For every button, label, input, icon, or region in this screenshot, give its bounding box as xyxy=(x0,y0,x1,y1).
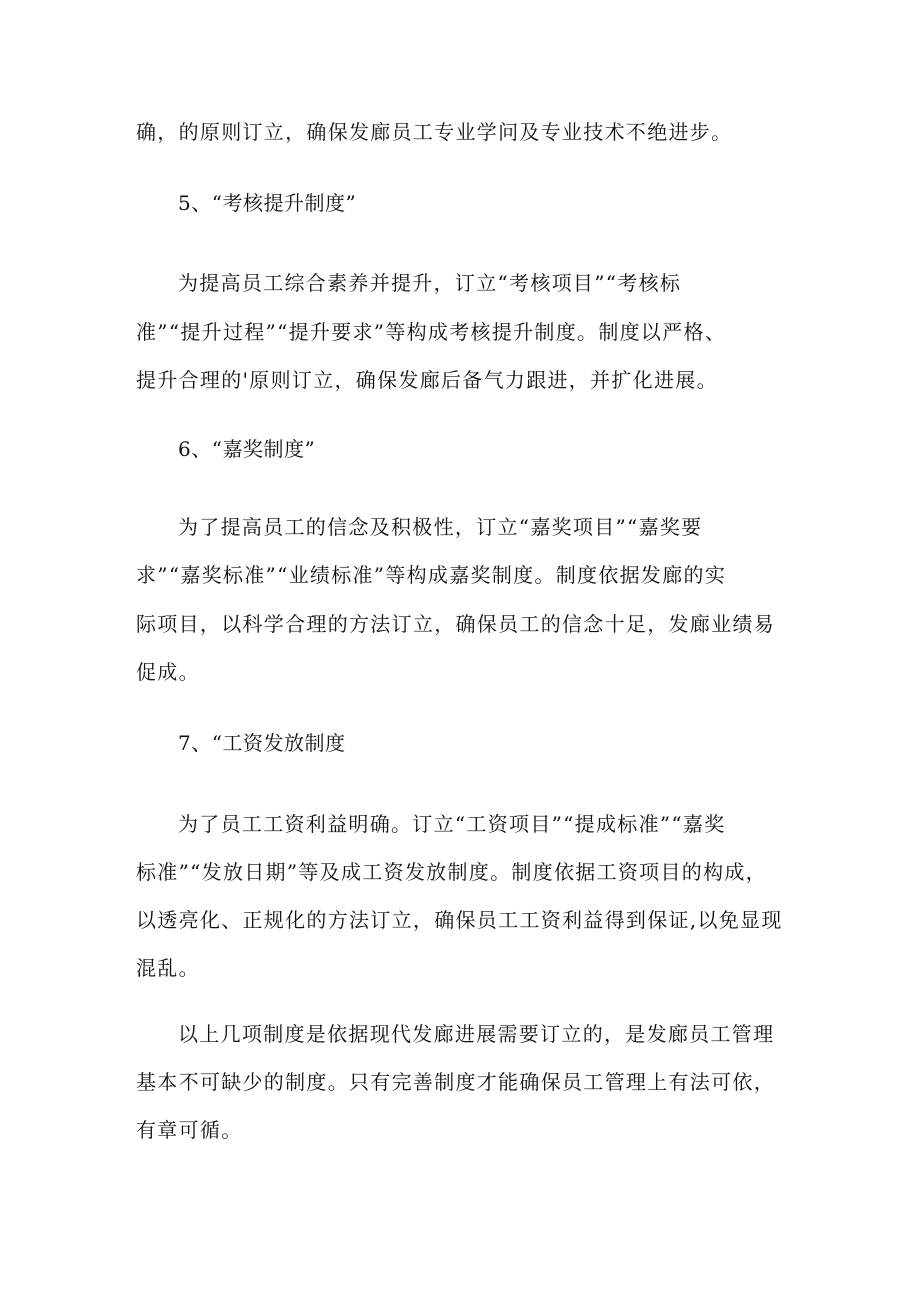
paragraph-continued-line: 确，的原则订立，确保发廊员工专业学问及专业技术不绝进步。 xyxy=(136,120,733,144)
paragraph-5-line-3: 提升合理的'原则订立，确保发廊后备气力跟进，并扩化进展。 xyxy=(136,368,718,392)
paragraph-6-line-2: 求”“嘉奖标准”“业绩标准”等构成嘉奖制度。制度依据发廊的实 xyxy=(136,563,727,587)
summary-paragraph-line-2: 基本不可缺少的制度。只有完善制度才能确保员工管理上有法可依， xyxy=(136,1070,775,1094)
paragraph-5-line-1: 为提高员工综合素养并提升，订立“考核项目”“考核标 xyxy=(178,271,682,295)
paragraph-7-line-2: 标准”“发放日期”等及成工资发放制度。制度依据工资项目的构成， xyxy=(136,860,767,884)
section-heading-6: 6、“嘉奖制度” xyxy=(178,437,316,461)
paragraph-5-line-2: 准”“提升过程”“提升要求”等构成考核提升制度。制度以严格、 xyxy=(136,320,727,344)
paragraph-6-line-4: 促成。 xyxy=(136,660,200,684)
summary-paragraph-line-1: 以上几项制度是依据现代发廊进展需要订立的，是发廊员工管理 xyxy=(178,1022,775,1046)
paragraph-6-line-3: 际项目，以科学合理的方法订立，确保员工的信念十足，发廊业绩易 xyxy=(136,612,775,636)
paragraph-7-line-4: 混乱。 xyxy=(136,956,200,980)
paragraph-7-line-1: 为了员工工资利益明确。订立“工资项目”“提成标准”“嘉奖 xyxy=(178,812,726,836)
section-heading-5: 5、“考核提升制度” xyxy=(178,191,357,215)
section-heading-7: 7、“工资发放制度 xyxy=(178,731,346,755)
paragraph-7-line-3: 以透亮化、正规化的方法订立，确保员工工资利益得到保证,以免显现 xyxy=(136,908,783,932)
paragraph-6-line-1: 为了提高员工的信念及积极性，订立“嘉奖项目”“嘉奖要 xyxy=(178,515,703,539)
summary-paragraph-line-3: 有章可循。 xyxy=(136,1118,243,1142)
